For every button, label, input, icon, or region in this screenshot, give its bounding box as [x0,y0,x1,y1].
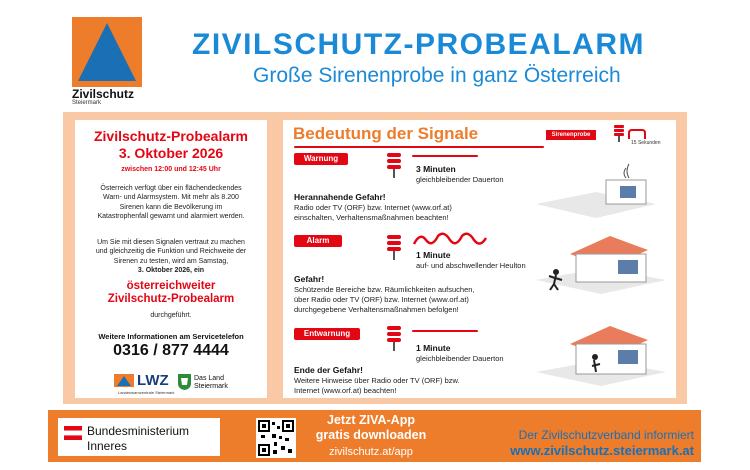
bmi-text-1: Bundesministerium [87,424,190,438]
zivilschutz-logo [72,17,142,87]
app-url-link[interactable]: zivilschutz.at/app [329,446,413,458]
footer-info: Der Zivilschutzverband informiert [518,428,694,442]
entwarnung-heading: Ende der Gefahr! [294,365,363,375]
bmi-text-2: Inneres [87,439,128,453]
info-paragraph-2: Um Sie mit diesen Signalen vertraut zu machen und gleichzeitig die Funktion und Reichweite der Sirenen zu testen, wird am Samstag, 3. Oktober 2026, ein [95,239,247,274]
alarm-text-3: durchgegebene Verhaltensmaßnahmen befolgen! [294,305,459,314]
alarm-duration: 1 Minute [416,250,451,260]
entwarnung-tone-line [412,330,478,332]
app-promo-1: Jetzt ZIVA-App [327,413,415,427]
info-date: 3. Oktober 2026 [118,145,224,161]
info-done: durchgeführt. [150,312,192,319]
house-illustration [536,322,666,388]
lwz-logo-text: LWZ [137,372,169,389]
info-paragraph-1: Österreich verfügt über ein flächendeckendes Warn- und Alarmsystem. Mit mehr als 8.200 Sirenen kann die Bevölkerung im Katastrophenfall gewarnt und alarmiert werden. [97,185,245,220]
siren-icon [385,234,403,260]
probe-wave-icon [628,126,646,136]
entwarnung-text-2: Internet (www.orf.at) beachten! [294,386,397,395]
warnung-tone-line [412,155,478,157]
info-highlight: österreichweiter Zivilschutz-Probealarm [107,280,235,305]
alarm-wave-icon [412,232,488,248]
info-time: zwischen 12:00 und 12:45 Uhr [121,166,221,173]
probe-label: Sirenenprobe [546,130,596,140]
website-link[interactable]: www.zivilschutz.steiermark.at [510,443,694,458]
warnung-text-2: einschalten, Verhaltensmaßnahmen beachten! [294,213,449,222]
warnung-label: Warnung [294,153,348,165]
alarm-label: Alarm [294,235,342,247]
entwarnung-text-1: Weitere Hinweise über Radio oder TV (ORF) bzw. [294,376,460,385]
info-service: Weitere Informationen am Servicetelefon [98,332,244,341]
austria-flag-icon [64,426,82,440]
qr-code[interactable] [256,418,296,458]
page-title: ZIVILSCHUTZ-PROBEALARM [192,28,645,61]
service-phone: 0316 / 877 4444 [113,342,229,359]
lwz-logo-icon [114,374,134,387]
land-steiermark-logo: Das Land Steiermark [194,375,228,390]
logo-text: Zivilschutz [72,87,135,101]
probe-duration: 15 Sekunden [631,140,661,146]
info-title: Zivilschutz-Probealarm [93,128,249,144]
warnung-heading: Herannahende Gefahr! [294,192,386,202]
entwarnung-label: Entwarnung [294,328,360,340]
app-promo-2: gratis downloaden [315,428,427,442]
siren-icon [612,124,626,142]
house-illustration [536,234,666,296]
signals-title: Bedeutung der Signale [293,124,479,143]
alarm-text-2: über Radio oder TV (ORF) bzw. Internet (www.orf.at) [294,295,469,304]
warnung-duration: 3 Minuten [416,164,456,174]
coat-of-arms-icon [178,374,191,390]
house-illustration [536,162,656,220]
lwz-logo-sub: Landeswarnzentrale Steiermark [118,390,175,395]
siren-icon [385,325,403,351]
entwarnung-tone: gleichbleibender Dauerton [416,354,504,363]
triangle-logo-icon [72,17,142,87]
alarm-text-1: Schützende Bereiche bzw. Räumlichkeiten aufsuchen, [294,285,475,294]
entwarnung-duration: 1 Minute [416,343,451,353]
title-underline [294,146,544,148]
alarm-heading: Gefahr! [294,274,325,284]
logo-subtext: Steiermark [72,100,102,106]
siren-icon [385,152,403,178]
page-subtitle: Große Sirenenprobe in ganz Österreich [253,64,621,87]
alarm-tone: auf- und abschwellender Heulton [416,261,526,270]
warnung-tone: gleichbleibender Dauerton [416,175,504,184]
warnung-text-1: Radio oder TV (ORF) bzw. Internet (www.orf.at) [294,203,452,212]
